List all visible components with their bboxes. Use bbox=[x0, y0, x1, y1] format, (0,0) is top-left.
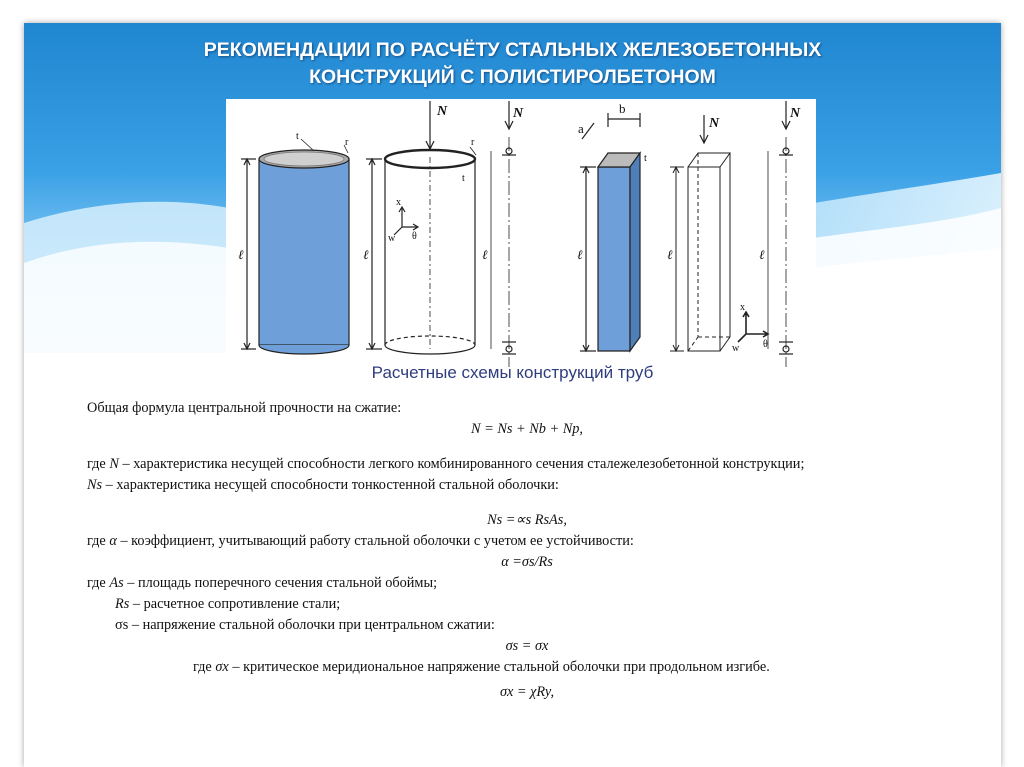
formula-text-block bbox=[87, 398, 967, 703]
label-l-4: ℓ bbox=[577, 247, 583, 262]
label-N-1: N bbox=[437, 104, 448, 119]
pipe-design-schemes-figure bbox=[226, 99, 816, 373]
support-scheme-2 bbox=[768, 101, 793, 367]
label-l-5: ℓ bbox=[667, 247, 673, 262]
empty-round-pipe bbox=[366, 101, 476, 354]
label-w-1: w bbox=[388, 233, 396, 244]
filled-square-pipe bbox=[580, 113, 708, 351]
text-line-1: Общая формула центральной прочности на сжатие: bbox=[87, 400, 402, 416]
slide-title bbox=[24, 37, 1001, 91]
label-r-2: r bbox=[471, 137, 475, 148]
support-scheme-1 bbox=[491, 101, 516, 367]
label-b: b bbox=[619, 101, 626, 116]
text-line-7: σs – напряжение стальной оболочки при центральном сжатии: bbox=[115, 617, 495, 633]
formula-4: σs = σx bbox=[505, 638, 549, 654]
label-N-2: N bbox=[513, 106, 524, 121]
text-line-6: Rs – расчетное сопротивление стали; bbox=[115, 596, 341, 612]
figure-caption: Расчетные схемы конструкций труб bbox=[371, 363, 654, 382]
label-l-6: ℓ bbox=[759, 247, 765, 262]
label-N-3: N bbox=[709, 116, 720, 131]
label-x-2: x bbox=[740, 302, 745, 313]
empty-square-pipe bbox=[670, 153, 768, 351]
label-r-1: r bbox=[345, 137, 349, 148]
text-line-5: где As – площадь поперечного сечения стальной обоймы; bbox=[87, 575, 438, 591]
formula-5: σx = χRy, bbox=[499, 684, 555, 700]
label-theta-1: θ bbox=[412, 231, 417, 242]
label-l-3: ℓ bbox=[482, 247, 488, 262]
formula-1: N = Ns + Nb + Np, bbox=[471, 421, 583, 437]
slide bbox=[24, 23, 1001, 767]
label-x-1: x bbox=[396, 197, 401, 208]
filled-round-pipe bbox=[241, 139, 349, 354]
label-t-2: t bbox=[462, 173, 465, 184]
formula-3: α =σs/Rs bbox=[501, 554, 553, 570]
text-line-2: где N – характеристика несущей способности легкого комбинированного сечения сталежелезобетонной конструкции; bbox=[87, 456, 805, 472]
label-t-1: t bbox=[296, 131, 299, 142]
label-l-2: ℓ bbox=[363, 247, 369, 262]
text-line-3: Ns – характеристика несущей способности тонкостенной стальной оболочки: bbox=[87, 477, 559, 493]
label-w-2: w bbox=[732, 343, 740, 354]
text-line-4: где α – коэффициент, учитывающий работу стальной оболочки с учетом ее устойчивости: bbox=[87, 533, 634, 549]
title-line-1: РЕКОМЕНДАЦИИ ПО РАСЧЁТУ СТАЛЬНЫХ ЖЕЛЕЗОБЕТОННЫХ bbox=[203, 39, 822, 61]
label-theta-2: θ bbox=[763, 339, 768, 350]
text-line-8: где σx – критическое меридиональное напряжение стальной оболочки при продольном изгибе. bbox=[193, 659, 770, 675]
formula-2: Ns =∝s RsAs, bbox=[487, 512, 567, 528]
label-a: a bbox=[578, 121, 584, 136]
title-line-2: КОНСТРУКЦИЙ С ПОЛИСТИРОЛБЕТОНОМ bbox=[309, 66, 716, 88]
label-N-4: N bbox=[790, 106, 801, 121]
label-t-3: t bbox=[644, 153, 647, 164]
label-l-1: ℓ bbox=[238, 247, 244, 262]
